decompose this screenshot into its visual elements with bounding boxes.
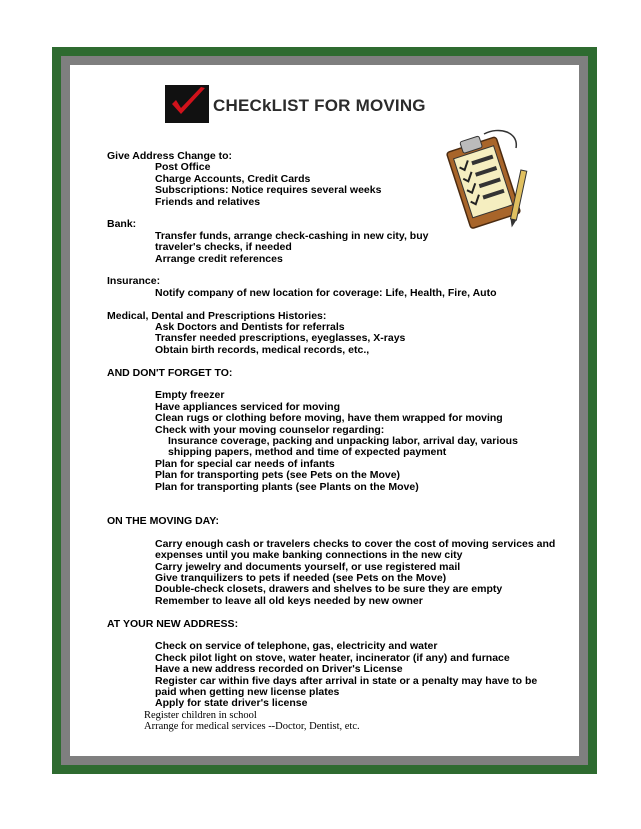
section-heading: AT YOUR NEW ADDRESS: (107, 617, 239, 630)
list-item: Carry enough cash or travelers checks to cover the cost of moving services and (155, 537, 556, 550)
list-item: Transfer funds, arrange check-cashing in new city, buy (155, 229, 429, 242)
list-item: Arrange credit references (155, 252, 283, 265)
list-item-continuation: expenses until you make banking connections in the new city (155, 549, 463, 562)
list-item: Plan for transporting plants (see Plants on the Move) (155, 480, 419, 493)
red-checkmark-icon (165, 85, 209, 123)
list-item: Have appliances serviced for moving (155, 400, 340, 413)
section-heading: Insurance: (107, 275, 161, 288)
list-item: Charge Accounts, Credit Cards (155, 172, 311, 185)
list-item: Check pilot light on stove, water heater, incinerator (if any) and furnace (155, 651, 510, 664)
list-item: Have a new address recorded on Driver's License (155, 663, 403, 676)
list-item: Transfer needed prescriptions, eyeglasses, X-rays (155, 332, 406, 345)
list-item: Notify company of new location for coverage: Life, Health, Fire, Auto (155, 286, 497, 299)
list-item: Post Office (155, 161, 211, 174)
section-heading: AND DON'T FORGET TO: (107, 366, 233, 379)
section-heading: Medical, Dental and Prescriptions Histories: (107, 309, 327, 322)
list-item: Check on service of telephone, gas, electricity and water (155, 640, 438, 653)
list-item: Plan for special car needs of infants (155, 457, 335, 470)
checklist-body (107, 151, 577, 733)
list-item-continuation: traveler's checks, if needed (155, 241, 292, 254)
list-item: Double-check closets, drawers and shelves to be sure they are empty (155, 583, 503, 596)
list-item: Ask Doctors and Dentists for referrals (155, 321, 345, 334)
section-heading: ON THE MOVING DAY: (107, 514, 220, 527)
list-item: Check with your moving counselor regarding: (155, 423, 385, 436)
list-item: Clean rugs or clothing before moving, have them wrapped for moving (155, 412, 503, 425)
plain-line: Arrange for medical services --Doctor, Dentist, etc. (144, 721, 360, 733)
list-item: Obtain birth records, medical records, etc., (155, 343, 370, 356)
list-item: Plan for transporting pets (see Pets on the Move) (155, 469, 401, 482)
list-item: Carry jewelry and documents yourself, or use registered mail (155, 560, 461, 573)
list-item: Friends and relatives (155, 195, 261, 208)
list-item: Apply for state driver's license (155, 697, 308, 710)
list-item: Subscriptions: Notice requires several weeks (155, 184, 382, 197)
list-item-continuation: paid when getting new license plates (155, 685, 340, 698)
list-item: Give tranquilizers to pets if needed (see Pets on the Move) (155, 571, 447, 584)
list-item: Register car within five days after arrival in state or a penalty may have to be (155, 674, 538, 687)
list-item-detail: Insurance coverage, packing and unpacking labor, arrival day, various (168, 435, 518, 448)
section-heading: Give Address Change to: (107, 150, 233, 162)
list-item: Empty freezer (155, 389, 225, 402)
plain-line: Register children in school (144, 709, 257, 721)
list-item-detail: shipping papers, method and time of expected payment (168, 446, 447, 459)
list-item: Remember to leave all old keys needed by new owner (155, 594, 423, 607)
section-heading: Bank: (107, 218, 137, 231)
page-title: CHECkLIST FOR MOVING (213, 96, 426, 115)
